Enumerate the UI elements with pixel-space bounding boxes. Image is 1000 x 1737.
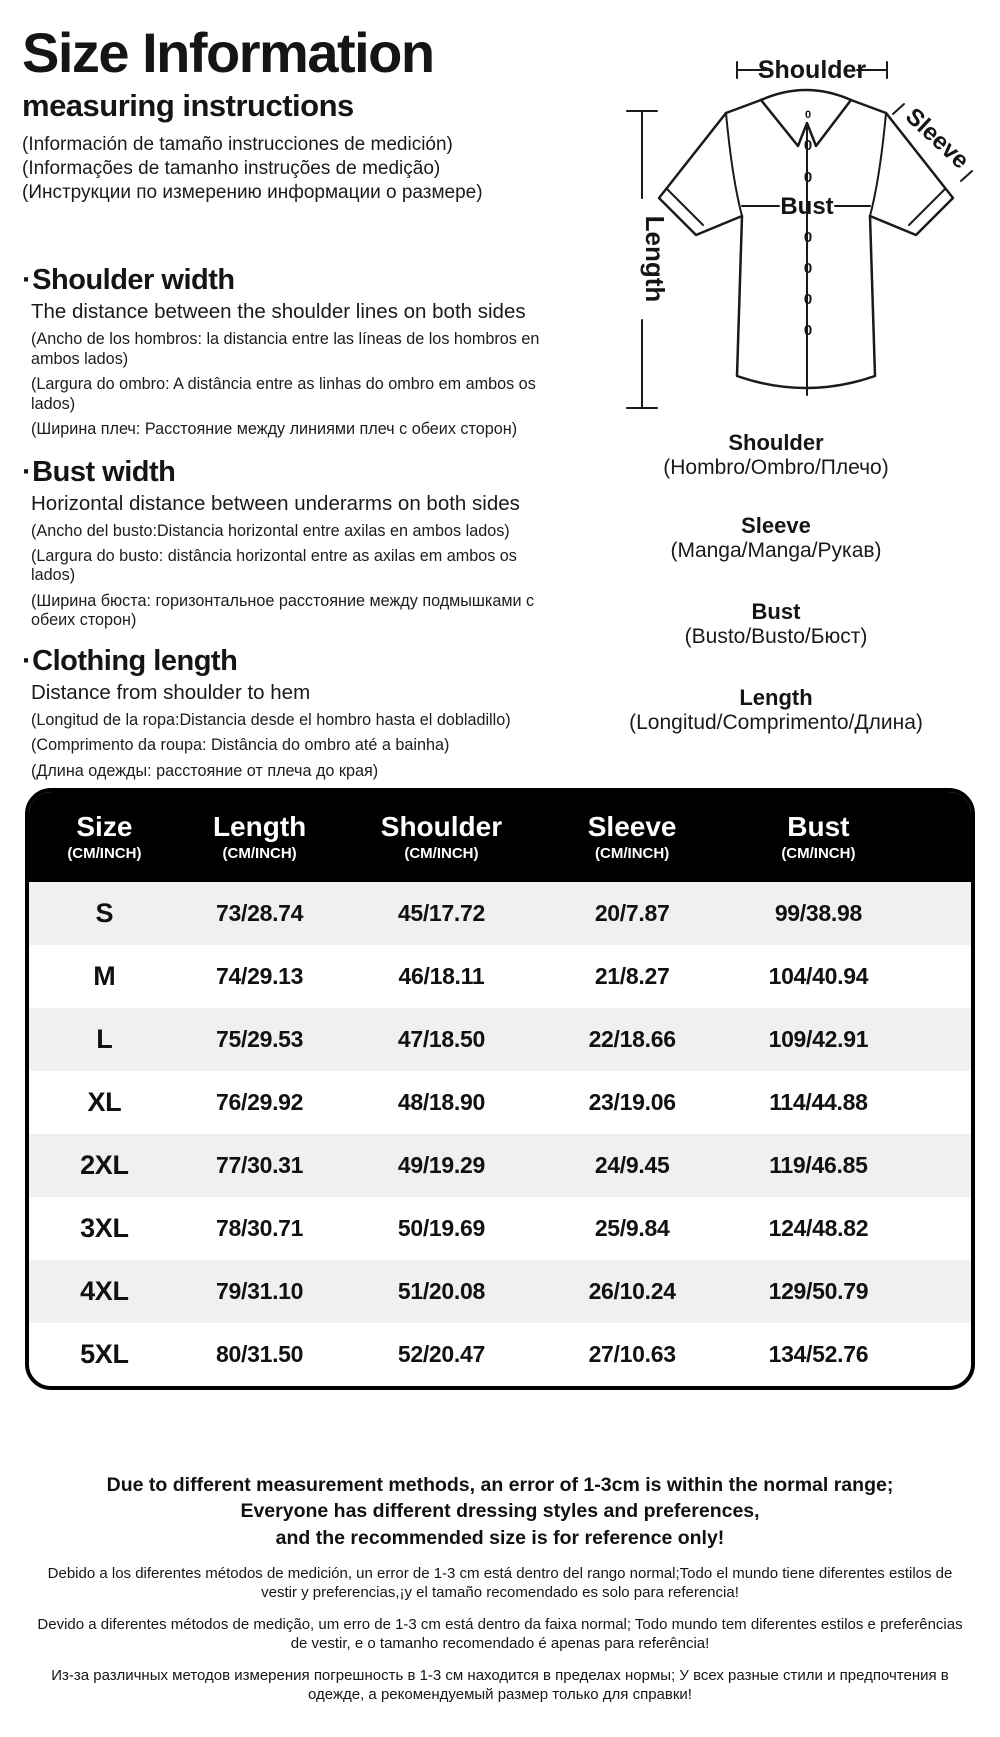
cell-bust: 119/46.85 xyxy=(769,1152,868,1178)
cell-size: L xyxy=(96,1024,113,1054)
section-heading xyxy=(22,456,556,489)
legend-length xyxy=(556,685,996,737)
button-icon: 0 xyxy=(803,137,813,154)
button-icon: 0 xyxy=(803,322,813,339)
section-title: Clothing length xyxy=(32,644,238,677)
title-translations xyxy=(22,133,556,204)
cell-sleeve: 24/9.45 xyxy=(594,1152,670,1178)
notice-line-1: Due to different measurement methods, an error of 1-3cm is within the normal range; xyxy=(106,1474,894,1496)
section-title: Shoulder width xyxy=(32,264,235,297)
button-icon: 0 xyxy=(803,260,813,277)
button-icon: 0 xyxy=(803,229,813,246)
page-title: Size Information xyxy=(22,21,434,84)
legend-sleeve xyxy=(556,513,996,565)
cell-sleeve: 26/10.24 xyxy=(588,1278,676,1304)
cell-size: 3XL xyxy=(80,1213,129,1243)
footer-note-es: Debido a los diferentes métodos de medición, un error de 1-3 cm está dentro del rango normal;Todo el mundo tiene diferentes estilos de vestir y preferencias,¡y el tamaño recomendado es solo para referencia! xyxy=(47,1564,953,1601)
title-translation-pt: (Informações de tamanho instruções de medição) xyxy=(22,157,441,179)
column-header-length xyxy=(180,812,340,861)
length-diagram-label: Length xyxy=(640,215,670,303)
bust-diagram-label: Bust xyxy=(780,193,834,220)
section-clothing-length xyxy=(22,645,556,781)
column-header-shoulder xyxy=(339,812,543,861)
cell-length: 76/29.92 xyxy=(216,1089,304,1115)
cell-length: 79/31.10 xyxy=(216,1278,304,1304)
column-label: Sleeve xyxy=(587,811,677,843)
cell-size: 2XL xyxy=(80,1150,129,1180)
cell-length: 73/28.74 xyxy=(216,900,304,926)
right-armhole-seam xyxy=(870,113,886,216)
left-armhole-seam xyxy=(726,113,742,216)
title-translation-ru: (Инструкции по измерению информации о размере) xyxy=(22,181,483,203)
button-icon: 0 xyxy=(803,291,813,308)
bullet-icon: · xyxy=(22,644,32,677)
footer-note-pt: Devido a diferentes métodos de medição, um erro de 1-3 cm está dentro da faixa normal; Todo mundo tem diferentes estilos e preferências de vestir, e o tamanho recomendado é apenas para referência! xyxy=(37,1616,963,1653)
cell-length: 77/30.31 xyxy=(216,1152,304,1178)
collar-outline xyxy=(761,90,851,100)
legend-term: Sleeve xyxy=(741,513,811,538)
legend-translation: (Manga/Manga/Рукав) xyxy=(670,539,882,563)
cell-length: 80/31.50 xyxy=(216,1341,304,1367)
left-sleeve-outline xyxy=(659,113,742,235)
section-description: Horizontal distance between underarms on both sides xyxy=(31,491,520,515)
left-shoulder-line xyxy=(726,100,761,113)
table-row-xl xyxy=(29,1071,971,1134)
column-unit: (CM/INCH) xyxy=(404,844,479,862)
section-note-pt: (Comprimento da roupa: Distância do ombro até a bainha) xyxy=(31,736,450,755)
cell-sleeve: 23/19.06 xyxy=(588,1089,676,1115)
table-row-4xl xyxy=(29,1260,971,1323)
cell-size: 4XL xyxy=(80,1276,129,1306)
table-row-l xyxy=(29,1008,971,1071)
column-header-bust xyxy=(721,812,916,861)
table-row-5xl xyxy=(29,1323,971,1386)
column-header-sleeve xyxy=(543,812,720,861)
cell-size: 5XL xyxy=(80,1339,129,1369)
cell-bust: 129/50.79 xyxy=(768,1278,869,1304)
cell-sleeve: 21/8.27 xyxy=(594,963,670,989)
section-heading xyxy=(22,264,556,297)
measurement-notice xyxy=(30,1472,970,1551)
cell-shoulder: 51/20.08 xyxy=(397,1278,485,1304)
cell-sleeve: 27/10.63 xyxy=(588,1341,676,1367)
right-shoulder-line xyxy=(851,100,886,113)
page-subtitle: measuring instructions xyxy=(22,88,354,124)
section-description: Distance from shoulder to hem xyxy=(31,680,311,704)
column-label: Bust xyxy=(787,811,850,843)
column-label: Shoulder xyxy=(380,811,503,843)
size-table-header xyxy=(29,792,971,882)
cell-shoulder: 52/20.47 xyxy=(397,1341,485,1367)
cell-sleeve: 20/7.87 xyxy=(594,900,670,926)
legend-term: Bust xyxy=(751,599,801,624)
section-note-ru: (Ширина бюста: горизонтальное расстояние между подмышками с обеих сторон) xyxy=(31,591,535,630)
section-note-es: (Ancho del busto:Distancia horizontal entre axilas en ambos lados) xyxy=(31,521,510,540)
cell-size: XL xyxy=(87,1087,122,1117)
size-table-body xyxy=(29,882,971,1386)
cell-bust: 99/38.98 xyxy=(774,900,862,926)
instructions-column xyxy=(22,21,556,781)
table-row-s xyxy=(29,882,971,945)
cell-length: 74/29.13 xyxy=(216,963,304,989)
cell-size: M xyxy=(93,961,116,991)
section-note-ru: (Длина одежды: расстояние от плеча до края) xyxy=(31,761,379,780)
notice-line-2: Everyone has different dressing styles and preferences, xyxy=(240,1500,760,1523)
left-cuff-line xyxy=(667,189,703,225)
legend-shoulder xyxy=(556,430,996,482)
cell-shoulder: 50/19.69 xyxy=(397,1215,485,1241)
cell-bust: 134/52.76 xyxy=(768,1341,869,1367)
section-note-es: (Ancho de los hombros: la distancia entre las líneas de los hombros en ambos lados) xyxy=(31,330,540,368)
section-note-pt: (Largura do busto: distância horizontal entre as axilas em ambos os lados) xyxy=(31,546,517,585)
footer-notes xyxy=(30,1472,970,1704)
cell-bust: 124/48.82 xyxy=(768,1215,869,1241)
column-header-size xyxy=(29,812,180,861)
sleeve-diagram-label: Sleeve xyxy=(900,102,975,175)
section-note-es: (Longitud de la ropa:Distancia desde el hombro hasta el dobladillo) xyxy=(31,710,511,729)
cell-length: 75/29.53 xyxy=(216,1026,304,1052)
section-bust-width xyxy=(22,456,556,631)
cell-shoulder: 47/18.50 xyxy=(397,1026,485,1052)
cell-shoulder: 45/17.72 xyxy=(397,900,485,926)
button-icon: 0 xyxy=(804,109,812,121)
legend-translation: (Longitud/Comprimento/Длина) xyxy=(629,711,923,735)
table-row-2xl xyxy=(29,1134,971,1197)
section-title: Bust width xyxy=(32,455,176,488)
footer-note-ru: Из-за различных методов измерения погрешность в 1-3 см находится в пределах нормы; У всех разные стили и предпочтения в одежде, а рекомендуемый размер только для справки! xyxy=(51,1667,949,1704)
cell-size: S xyxy=(95,898,114,928)
cell-bust: 109/42.91 xyxy=(768,1026,869,1052)
shirt-measurement-diagram xyxy=(556,28,996,426)
section-shoulder-width xyxy=(22,264,556,439)
button-icon: 0 xyxy=(803,169,813,186)
cell-shoulder: 49/19.29 xyxy=(397,1152,485,1178)
section-note-ru: (Ширина плеч: Расстояние между линиями плеч с обеих сторон) xyxy=(31,420,518,439)
section-note-pt: (Largura do ombro: A distância entre as linhas do ombro em ambos os lados) xyxy=(31,375,536,413)
bullet-icon: · xyxy=(22,455,32,488)
column-unit: (CM/INCH) xyxy=(595,844,670,862)
column-unit: (CM/INCH) xyxy=(67,844,142,862)
column-unit: (CM/INCH) xyxy=(781,844,856,862)
cell-sleeve: 25/9.84 xyxy=(594,1215,670,1241)
column-unit: (CM/INCH) xyxy=(222,844,297,862)
cell-length: 78/30.71 xyxy=(216,1215,304,1241)
column-label: Length xyxy=(212,811,307,843)
cell-shoulder: 48/18.90 xyxy=(397,1089,485,1115)
column-label: Size xyxy=(76,811,133,843)
bullet-icon: · xyxy=(22,264,32,297)
right-cuff-line xyxy=(909,189,945,225)
cell-bust: 114/44.88 xyxy=(769,1089,868,1115)
cell-bust: 104/40.94 xyxy=(768,963,869,989)
title-translation-es: (Información de tamaño instrucciones de medición) xyxy=(22,134,453,156)
shoulder-diagram-label: Shoulder xyxy=(757,56,867,84)
legend-term: Length xyxy=(739,685,813,710)
diagram-column xyxy=(556,28,996,773)
legend-translation: (Busto/Busto/Бюст) xyxy=(684,625,868,649)
notice-line-3: and the recommended size is for reference only! xyxy=(275,1526,725,1549)
cell-sleeve: 22/18.66 xyxy=(588,1026,676,1052)
section-description: The distance between the shoulder lines on both sides xyxy=(31,300,526,324)
legend-bust xyxy=(556,599,996,651)
table-row-3xl xyxy=(29,1197,971,1260)
legend-translation: (Hombro/Ombro/Плечо) xyxy=(663,456,889,480)
cell-shoulder: 46/18.11 xyxy=(398,963,485,989)
legend-term: Shoulder xyxy=(728,430,824,455)
section-heading xyxy=(22,645,556,678)
table-row-m xyxy=(29,945,971,1008)
size-table xyxy=(25,788,975,1390)
